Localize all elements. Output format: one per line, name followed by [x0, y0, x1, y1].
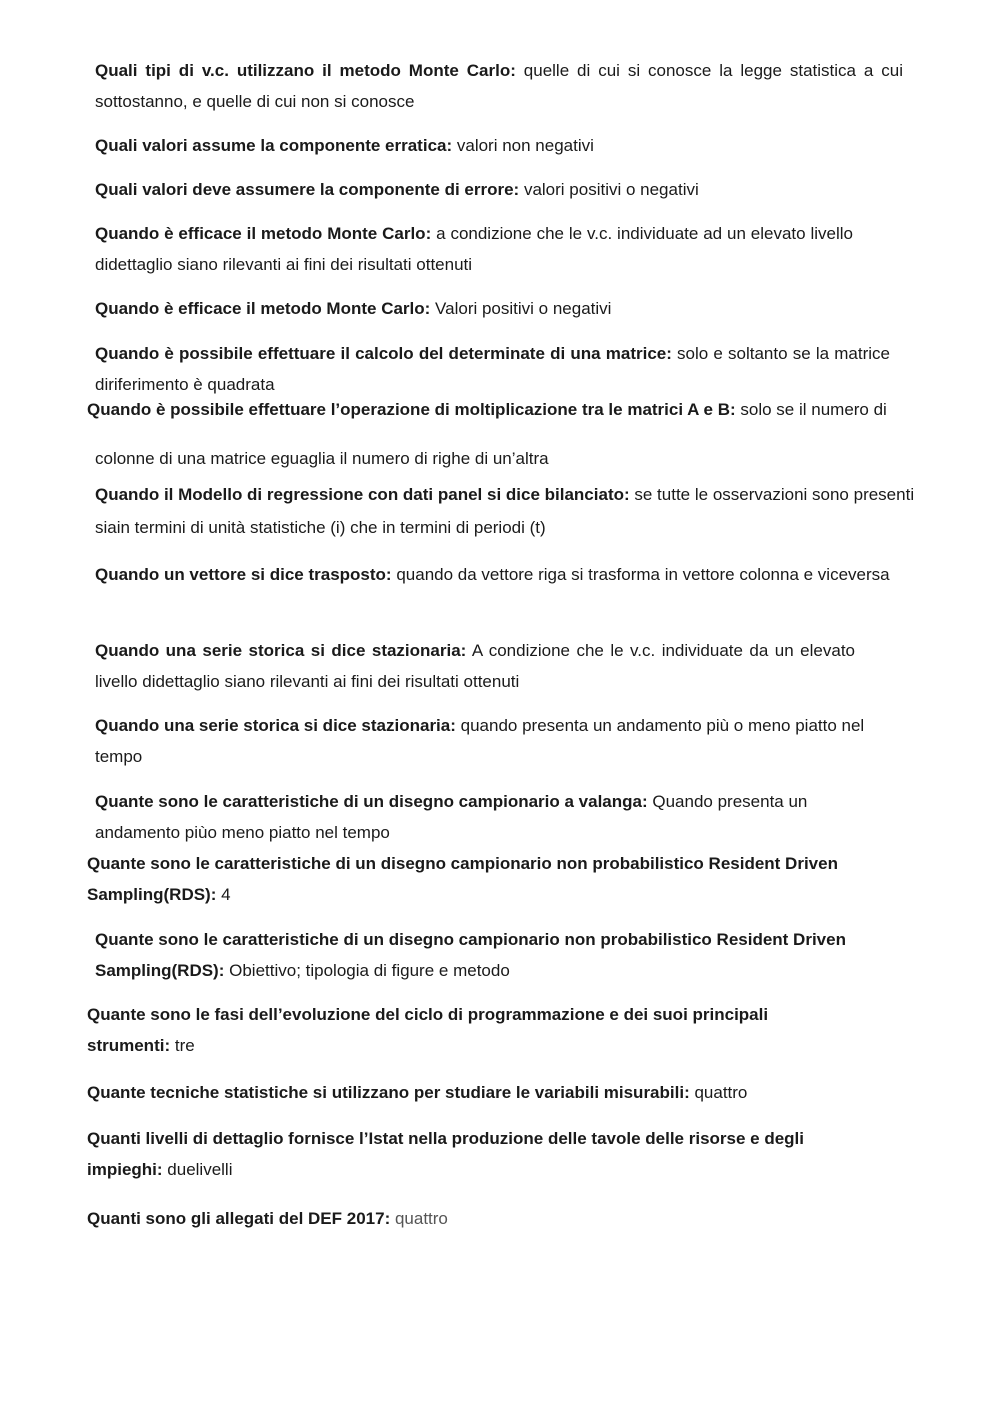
qa-entry — [87, 1123, 877, 1185]
answer: quando da vettore riga si trasforma in vettore colonna e viceversa — [391, 565, 890, 584]
question: Quanti sono gli allegati del DEF 2017: — [87, 1209, 391, 1228]
answer: Obiettivo; tipologia di figure e metodo — [224, 961, 510, 980]
answer: valori non negativi — [452, 136, 594, 155]
qa-entry — [95, 130, 903, 161]
answer: 4 — [216, 885, 231, 904]
question: Quali valori assume la componente erratica: — [95, 136, 453, 155]
qa-entry — [95, 559, 903, 590]
answer: quattro — [390, 1209, 448, 1228]
question: Quando è possibile effettuare il calcolo del determinate di una matrice: — [95, 344, 672, 363]
qa-entry — [95, 478, 915, 544]
question: Quando il Modello di regressione con dati panel si dice bilanciato: — [95, 485, 630, 504]
qa-entry — [87, 999, 832, 1061]
answer: valori positivi o negativi — [519, 180, 699, 199]
question: Quali tipi di v.c. utilizzano il metodo Monte Carlo: — [95, 61, 516, 80]
question: Quando un vettore si dice trasposto: — [95, 565, 392, 584]
qa-entry — [87, 848, 847, 910]
answer: a condizione che le v.c. individuate ad un elevato livello didettaglio siano rilevanti ai fini dei risultati ottenuti — [95, 224, 853, 274]
question: Quando una serie storica si dice stazionaria: — [95, 716, 456, 735]
question: Quante sono le caratteristiche di un disegno campionario a valanga: — [95, 792, 648, 811]
question: Quando è efficace il metodo Monte Carlo: — [95, 224, 432, 243]
answer: Quando presenta un andamento piùo meno piatto nel tempo — [95, 792, 808, 842]
answer: quelle di cui si conosce la legge statistica a cui sottostanno, e quelle di cui non si conosce — [95, 61, 903, 111]
question: Quando è efficace il metodo Monte Carlo: — [95, 299, 431, 318]
qa-entry — [95, 218, 853, 280]
qa-entry — [95, 293, 903, 324]
question: Quante tecniche statistiche si utilizzano per studiare le variabili misurabili: — [87, 1083, 690, 1102]
answer: solo se il numero di — [735, 400, 887, 419]
question: Quante sono le caratteristiche di un disegno campionario non probabilistico Resident Driven Sampling(RDS): — [87, 854, 838, 904]
answer: quando presenta un andamento più o meno piatto nel tempo — [95, 716, 865, 766]
answer: colonne di una matrice eguaglia il numero di righe di un’altra — [95, 449, 549, 468]
answer: se tutte le osservazioni sono presenti siain termini di unità statistiche (i) che in termini di periodi (t) — [95, 485, 915, 537]
answer: quattro — [689, 1083, 748, 1102]
question: Quando è possibile effettuare l’operazione di moltiplicazione tra le matrici A e B: — [87, 400, 736, 419]
answer: tre — [170, 1036, 195, 1055]
qa-answer-continuation — [95, 443, 903, 474]
question: Quando una serie storica si dice stazionaria: — [95, 641, 467, 660]
qa-entry — [87, 399, 900, 421]
question: Quante sono le fasi dell’evoluzione del ciclo di programmazione e dei suoi principali strumenti: — [87, 1005, 769, 1055]
answer: solo e soltanto se la matrice diriferimento è quadrata — [95, 344, 890, 394]
qa-entry — [87, 1077, 907, 1108]
answer: duelivelli — [162, 1160, 233, 1179]
qa-entry — [95, 338, 890, 400]
qa-entry — [95, 174, 903, 205]
answer: Valori positivi o negativi — [430, 299, 612, 318]
question: Quante sono le caratteristiche di un disegno campionario non probabilistico Resident Driven Sampling(RDS): — [95, 930, 846, 980]
question: Quali valori deve assumere la componente di errore: — [95, 180, 520, 199]
qa-entry — [95, 635, 855, 697]
qa-entry — [95, 55, 903, 117]
qa-entry — [87, 1203, 895, 1234]
qa-entry — [95, 786, 875, 848]
question: Quanti livelli di dettaglio fornisce l’Istat nella produzione delle tavole delle risorse e degli impieghi: — [87, 1129, 805, 1179]
answer: A condizione che le v.c. individuate da un elevato livello didettaglio siano rilevanti ai fini dei risultati ottenuti — [95, 641, 855, 691]
qa-entry — [95, 710, 865, 772]
qa-entry — [95, 924, 855, 986]
